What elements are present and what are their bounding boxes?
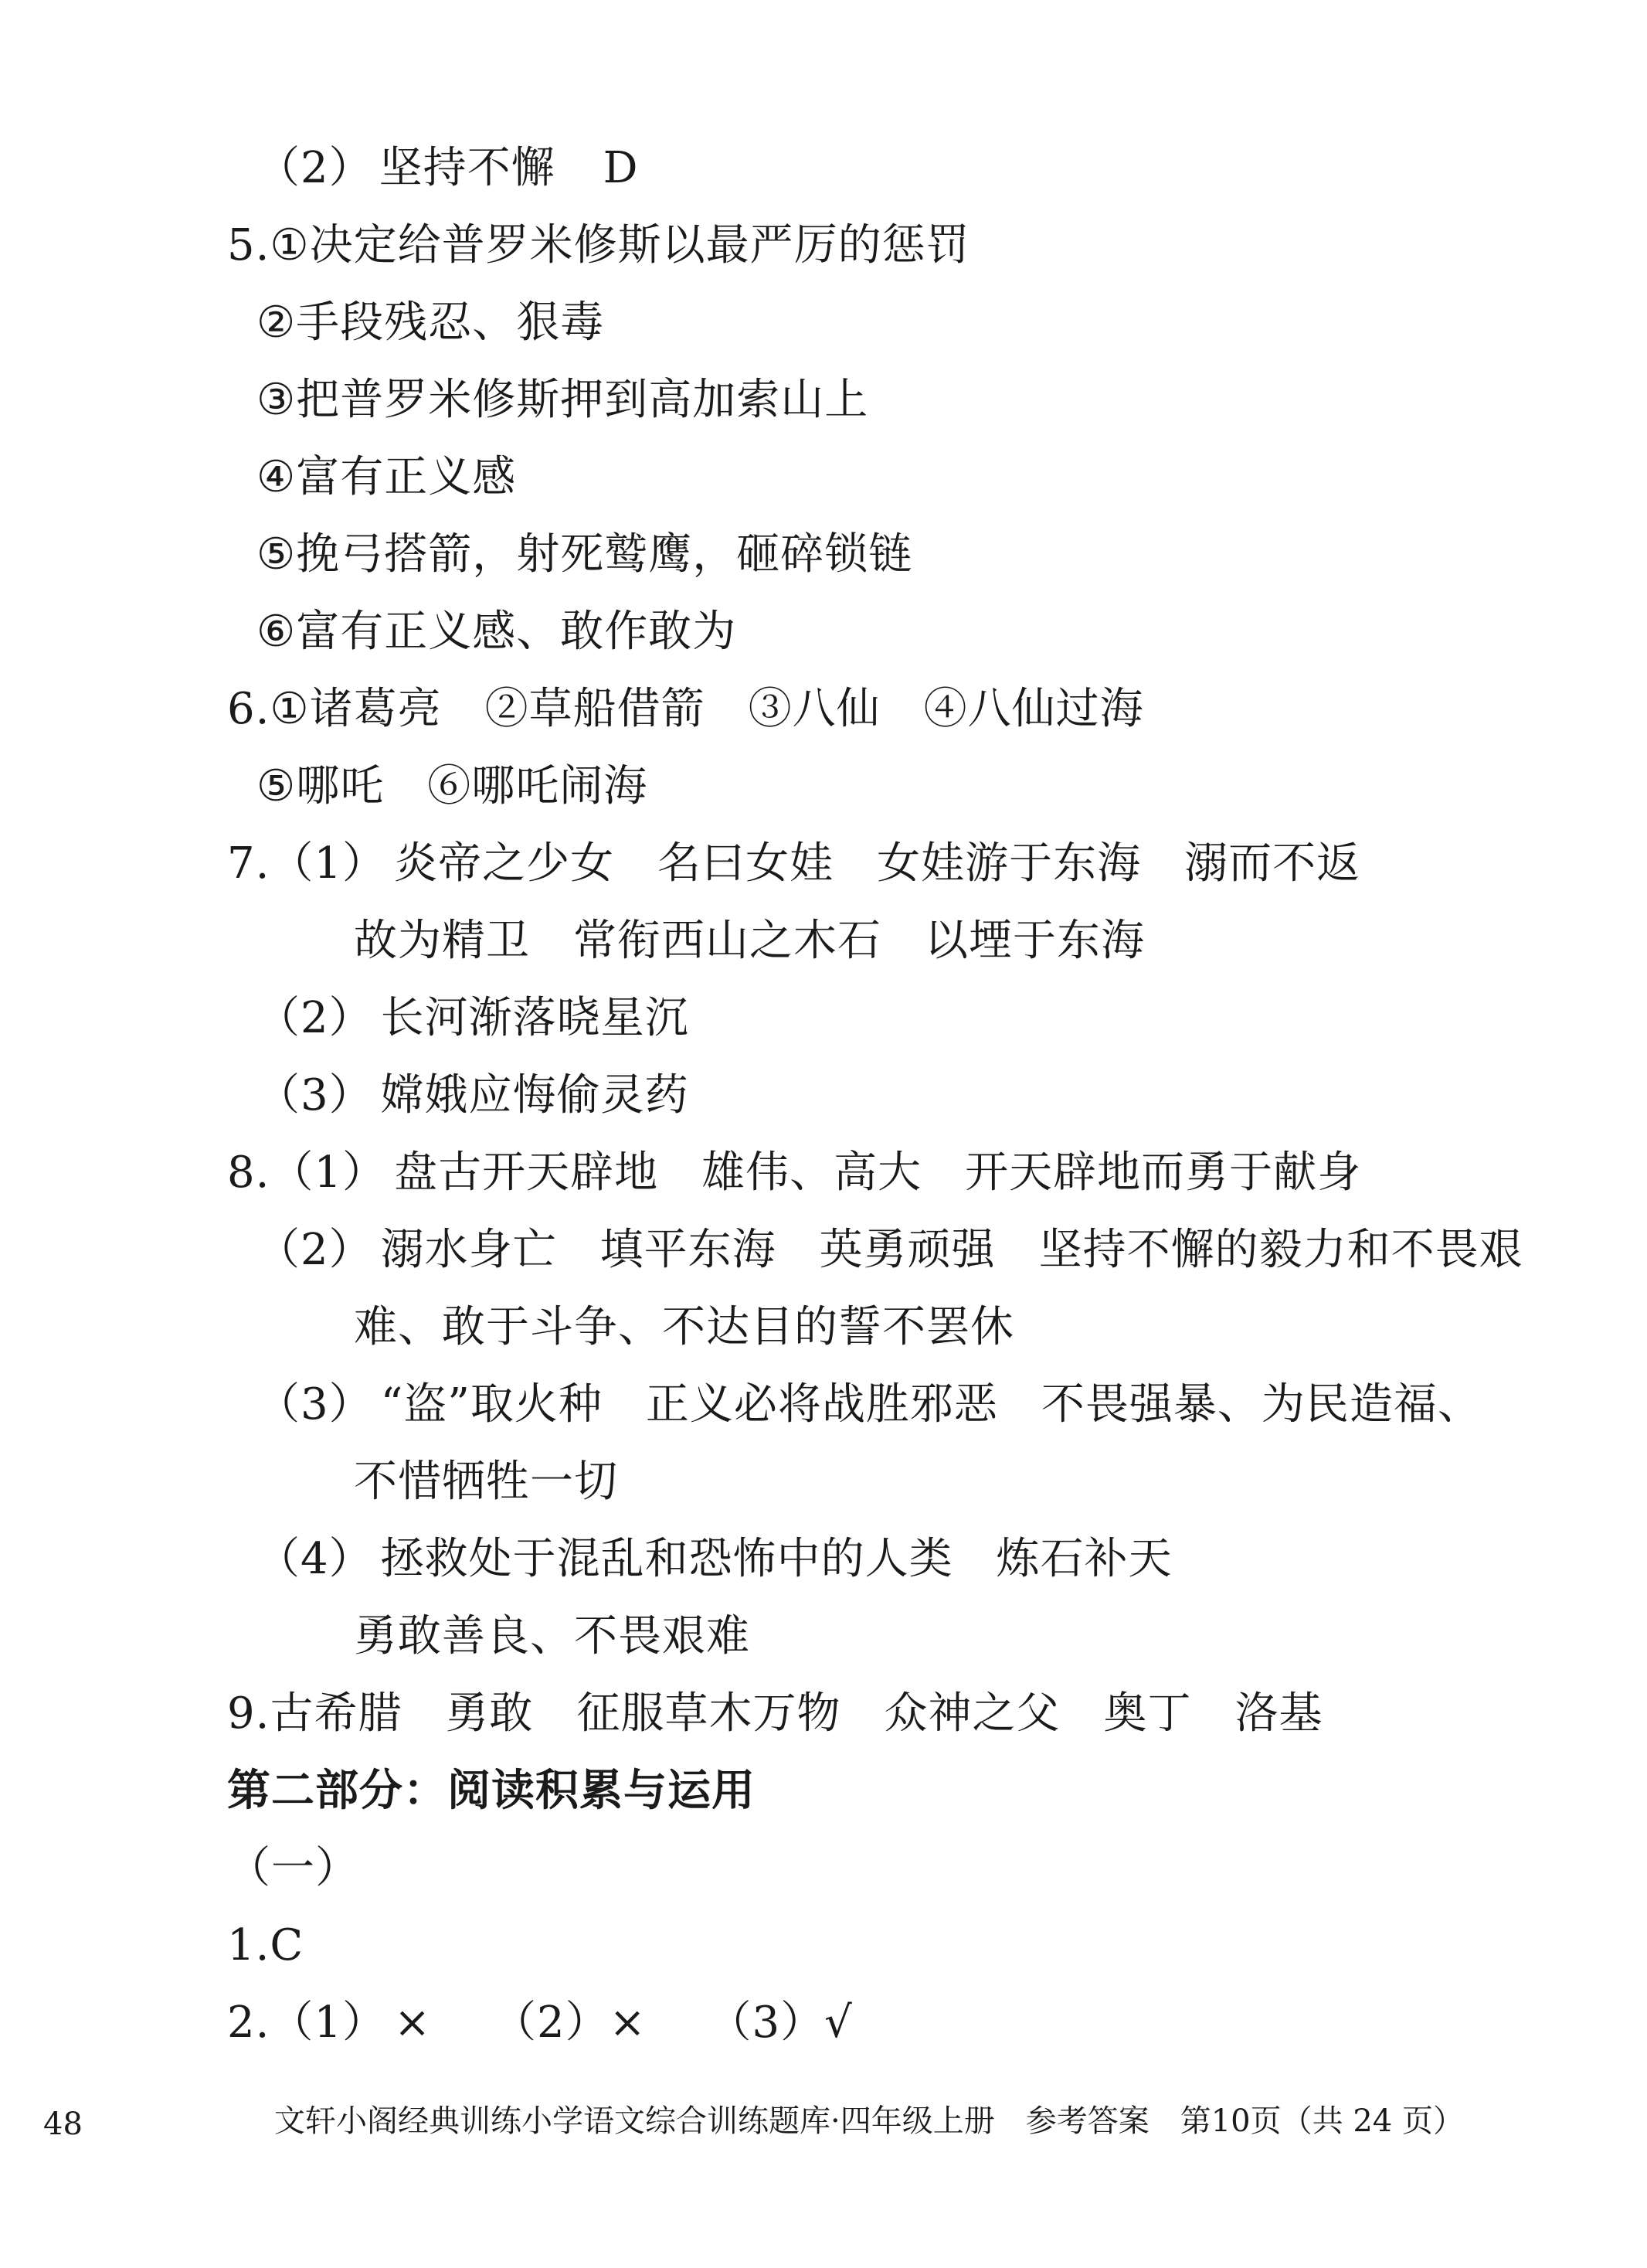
line-item: 古希腊 xyxy=(270,1688,402,1739)
line-item: （一） xyxy=(227,1843,359,1893)
answer-line-5-5 xyxy=(256,530,912,580)
answer-label: 参考答案 xyxy=(1025,2103,1150,2139)
answer-line-r1 xyxy=(227,1921,304,1970)
line-item: 炼石补天 xyxy=(996,1534,1173,1584)
line-item: 名曰女娃 xyxy=(657,838,834,889)
line-item: D xyxy=(603,143,639,193)
line-item: 开天辟地而勇于献身 xyxy=(965,1148,1362,1198)
line-item: 征服草木万物 xyxy=(576,1688,841,1739)
line-item: 坚持不懈 xyxy=(379,143,555,193)
line-item: 洛基 xyxy=(1234,1688,1323,1739)
line-item: 众神之父 xyxy=(884,1688,1061,1739)
answer-line-7-2 xyxy=(256,994,689,1043)
answer-line-8-1 xyxy=(227,1148,1361,1198)
answer-line-5-3 xyxy=(256,376,868,425)
line-label: （2） xyxy=(256,993,373,1043)
line-item: 不畏强暴、为民造福、 xyxy=(1041,1379,1482,1430)
line-item: （2）× xyxy=(492,1998,647,2048)
line-item: “盗”取火种 xyxy=(380,1379,603,1430)
line-item: 溺水身亡 xyxy=(380,1225,557,1275)
line-label: （2） xyxy=(256,143,373,193)
line-item: 奥丁 xyxy=(1103,1688,1192,1739)
answer-line-8-4 xyxy=(256,1535,1173,1584)
line-item: 决定给普罗米修斯以最严厉的惩罚 xyxy=(309,220,970,270)
page-number: 48 xyxy=(43,2106,83,2142)
line-item: 填平东海 xyxy=(599,1225,776,1275)
line-item: ②草船借箭 xyxy=(484,684,705,734)
line-item: 哪吒 xyxy=(296,761,385,811)
line-item: 不惜牺牲一切 xyxy=(354,1457,618,1507)
line-item: 雄伟、高大 xyxy=(701,1148,922,1198)
line-item: 诸葛亮 xyxy=(309,684,442,734)
line-label: ④ xyxy=(256,452,297,502)
line-label: 2.（1） xyxy=(227,1998,387,2048)
line-item: 第二部分：阅读积累与运用 xyxy=(227,1766,756,1816)
line-item: 勇敢 xyxy=(445,1688,534,1739)
line-item: × xyxy=(394,1998,431,2048)
page-footer xyxy=(274,2102,1464,2140)
answer-line-7-1 xyxy=(227,839,1360,889)
line-item: 挽弓搭箭，射死鹫鹰，砸碎锁链 xyxy=(296,529,913,580)
line-item: 1.C xyxy=(227,1920,304,1970)
line-item: 英勇顽强 xyxy=(819,1225,996,1275)
book-title: 文轩小阁经典训练小学语文综合训练题库·四年级上册 xyxy=(274,2103,995,2139)
answer-line-7-3 xyxy=(256,1071,689,1120)
line-label: （3） xyxy=(256,1379,373,1430)
answer-line-5-2 xyxy=(256,298,604,348)
answer-line-8-3-cont xyxy=(354,1457,618,1507)
answer-line-8-4-cont xyxy=(354,1612,750,1661)
line-item: ③八仙 xyxy=(748,684,881,734)
answer-line-6-1 xyxy=(227,685,1144,734)
line-item: 嫦娥应悔偷灵药 xyxy=(380,1070,689,1120)
answer-line-6-2 xyxy=(256,762,647,811)
line-item: 富有正义感 xyxy=(296,452,517,502)
line-item: 富有正义感、敢作敢为 xyxy=(296,607,737,657)
line-label: （2） xyxy=(256,1225,373,1275)
line-item: 炎帝之少女 xyxy=(394,838,615,889)
answer-line-5-6 xyxy=(256,607,736,657)
line-item: 勇敢善良、不畏艰难 xyxy=(354,1611,750,1661)
page-info: 第10页（共 24 页） xyxy=(1180,2103,1464,2139)
answer-line-r2 xyxy=(227,1998,853,2048)
answer-line-9 xyxy=(227,1689,1323,1739)
line-item: 以堙于东海 xyxy=(925,916,1145,966)
answer-line-8-3 xyxy=(256,1380,1482,1430)
subsection-label xyxy=(227,1844,359,1893)
line-label: 8.（1） xyxy=(227,1148,387,1198)
line-label: （4） xyxy=(256,1534,373,1584)
line-item: （3）√ xyxy=(708,1998,853,2048)
answer-line-8-2-cont xyxy=(354,1303,1014,1352)
line-label: （3） xyxy=(256,1070,373,1120)
line-label: 9. xyxy=(227,1688,270,1739)
answer-line-5-4 xyxy=(256,453,516,502)
line-item: 正义必将战胜邪恶 xyxy=(645,1379,998,1430)
section-heading xyxy=(227,1766,756,1816)
line-item: 溺而不返 xyxy=(1184,838,1361,889)
line-item: 女娃游于东海 xyxy=(877,838,1142,889)
answer-line-8-2 xyxy=(256,1226,1523,1275)
line-item: 把普罗米修斯押到高加索山上 xyxy=(296,375,869,425)
line-label: ③ xyxy=(256,375,297,425)
line-label: 7.（1） xyxy=(227,838,387,889)
line-label: ⑥ xyxy=(256,607,297,657)
line-item: 长河渐落晓星沉 xyxy=(380,993,689,1043)
answer-line-7-1-cont xyxy=(354,916,1145,966)
line-label: ⑤ xyxy=(256,761,297,811)
line-label: 5.① xyxy=(227,220,310,270)
line-item: 坚持不懈的毅力和不畏艰 xyxy=(1038,1225,1523,1275)
line-item: 常衔西山之木石 xyxy=(573,916,881,966)
answer-line-4-2 xyxy=(256,144,639,193)
line-item: 手段残忍、狠毒 xyxy=(296,298,605,348)
line-item: 拯救处于混乱和恐怖中的人类 xyxy=(380,1534,953,1584)
line-item: 难、敢于斗争、不达目的誓不罢休 xyxy=(354,1302,1014,1352)
line-item: 盘古开天辟地 xyxy=(394,1148,659,1198)
answer-line-5-1 xyxy=(227,221,970,270)
line-item: ④八仙过海 xyxy=(923,684,1144,734)
line-label: ⑤ xyxy=(256,529,297,580)
line-label: 6.① xyxy=(227,684,310,734)
line-item: ⑥哪吒闹海 xyxy=(427,761,648,811)
line-item: 故为精卫 xyxy=(354,916,530,966)
line-label: ② xyxy=(256,298,297,348)
